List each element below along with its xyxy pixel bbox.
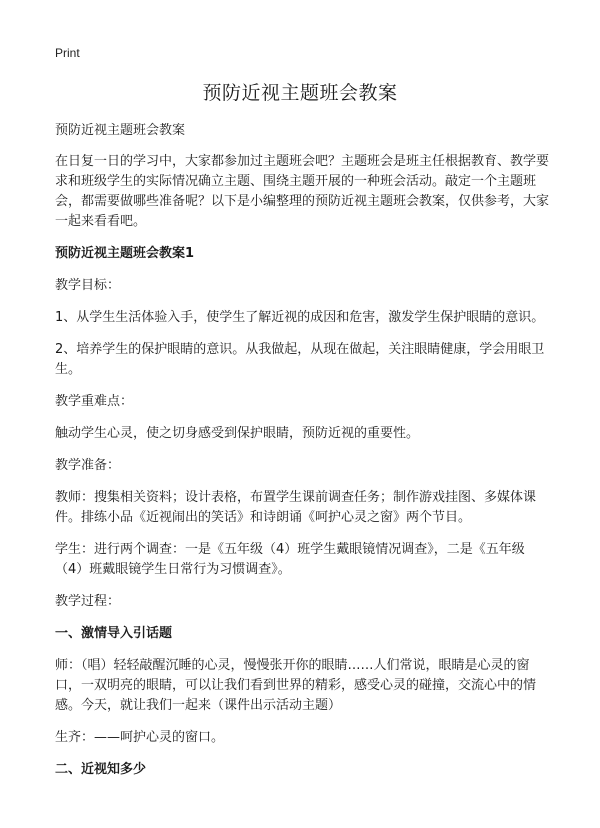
prep-students: 学生：进行两个调查：一是《五年级（4）班学生戴眼镜情况调查》，二是《五年级（4）班戴眼镜学生日常行为习惯调查》。 [55, 542, 525, 577]
goal-item: 2、培养学生的保护眼睛的意识。从我做起，从现在做起，关注眼睛健康，学会用眼卫生。 [55, 342, 545, 377]
part1-students: 生齐：——呵护心灵的窗口。 [55, 730, 225, 745]
intro-paragraph: 在日复一日的学习中，大家都参加过主题班会吧？主题班会是班主任根据教育、教学要求和班级学生的实际情况确立主题、围绕主题开展的一种班会活动。敲定一个主题班会，都需要做哪些准备呢？以下是小编整理的预防近视主题班会教案，仅供参考，大家一起来看看吧。 [55, 154, 550, 229]
print-link[interactable]: Print [55, 46, 80, 60]
prep-teacher: 教师：搜集相关资料；设计表格，布置学生课前调查任务；制作游戏挂图、多媒体课件。排练小品《近视闹出的笑话》和诗朗诵《呵护心灵之窗》两个节目。 [55, 490, 537, 525]
goal-item: 1、从学生生活体验入手，使学生了解近视的成因和危害，激发学生保护眼睛的意识。 [55, 310, 545, 325]
process-label: 教学过程： [55, 594, 121, 609]
keypoints-label: 教学重难点： [55, 394, 134, 409]
article-body [55, 121, 551, 792]
subtitle: 预防近视主题班会教案 [55, 123, 186, 138]
page-title: 预防近视主题班会教案 [202, 82, 398, 104]
part-heading: 二、近视知多少 [55, 762, 147, 777]
section-heading: 预防近视主题班会教案1 [55, 246, 195, 261]
part1-teacher: 师：（唱）轻轻敲醒沉睡的心灵，慢慢张开你的眼睛……人们常说，眼睛是心灵的窗口，一双明亮的眼睛，可以让我们看到世界的精彩，感受心灵的碰撞，交流心中的情感。今天，就让我们一起来（课件出示活动主题） [55, 658, 537, 713]
goals-label: 教学目标： [55, 278, 121, 293]
prep-label: 教学准备： [55, 458, 121, 473]
keypoints-text: 触动学生心灵，使之切身感受到保护眼睛，预防近视的重要性。 [55, 426, 420, 441]
part-heading: 一、激情导入引话题 [55, 626, 173, 641]
